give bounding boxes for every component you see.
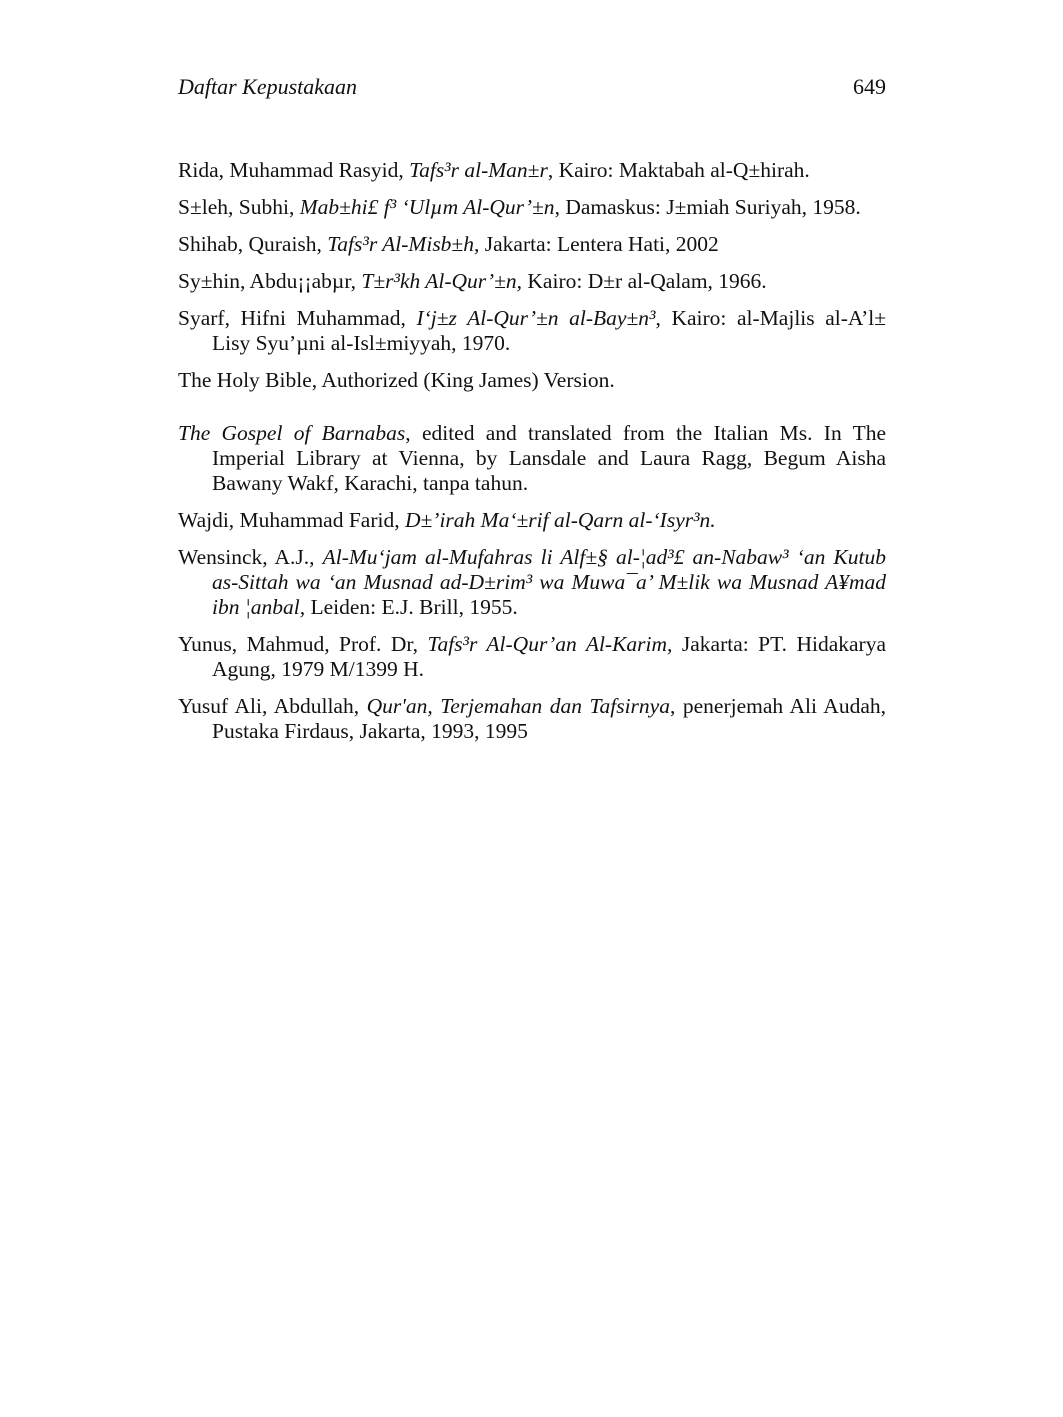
reference-entry (178, 158, 886, 183)
page-header (178, 74, 886, 104)
reference-title: Tafs³r Al-Misb±h (327, 232, 474, 256)
reference-entry (178, 694, 886, 744)
reference-entry (178, 195, 886, 220)
reference-title: Mab±hi£ f³ ‘Ulµm Al-Qur’±n (299, 195, 555, 219)
reference-author: Syarf, Hifni Muhammad, (178, 306, 417, 330)
reference-title: D±’irah Ma‘±rif al-Qarn al-‘Isyr³n. (404, 508, 716, 532)
reference-entry (178, 545, 886, 620)
reference-author: S±leh, Subhi, (178, 195, 300, 219)
reference-title: I‘j±z Al-Qur’±n al-Bay±n³ (416, 306, 656, 330)
reference-publication: , Kairo: al-Majlis al-A’l± Lisy Syu’µni al-Isl±miyyah, 1970. (212, 306, 886, 355)
reference-author: Yusuf Ali, Abdullah, (178, 694, 367, 718)
bibliography-list (178, 158, 886, 756)
reference-author: Yunus, Mahmud, Prof. Dr, (178, 632, 428, 656)
reference-entry (178, 368, 886, 393)
reference-title: Al-Mu‘jam al-Mufahras li Alf±§ al-¦ad³£ an-Nabaw³ ‘an Kutub as-Sittah wa ‘an Musnad ad-D±rim³ wa Muwa¯a’ M±lik wa Musnad A¥mad ibn ¦anbal, (212, 545, 886, 619)
reference-publication: , penerjemah Ali Audah, Pustaka Firdaus, Jakarta, 1993, 1995 (212, 694, 886, 743)
reference-publication: Leiden: E.J. Brill, 1955. (305, 595, 518, 619)
reference-publication: , Damaskus: J±miah Suriyah, 1958. (554, 195, 861, 219)
reference-title: Qur'an, Terjemahan dan Tafsirnya (366, 694, 670, 718)
reference-publication: , Jakarta: Lentera Hati, 2002 (474, 232, 719, 256)
reference-entry (178, 306, 886, 356)
reference-entry (178, 232, 886, 257)
page-number: 649 (853, 74, 886, 99)
reference-author: Wensinck, A.J., (178, 545, 323, 569)
reference-publication: Kairo: D±r al-Qalam, 1966. (522, 269, 767, 293)
reference-publication: , Kairo: Maktabah al-Q±hirah. (547, 158, 810, 182)
reference-author: Wajdi, Muhammad Farid, (178, 508, 405, 532)
reference-entry (178, 508, 886, 533)
reference-author: Sy±hin, Abdu¡¡abµr, (178, 269, 362, 293)
reference-title: T±r³kh Al-Qur’±n, (361, 269, 523, 293)
reference-entry (178, 269, 886, 294)
reference-title: Tafs³r Al-Qur’an Al-Karim, (427, 632, 673, 656)
running-title: Daftar Kepustakaan (178, 74, 358, 99)
reference-publication: , edited and translated from the Italian Ms. In The Imperial Library at Vienna, by Lansdale and Laura Ragg, Begum Aisha Bawany Wakf, Karachi, tanpa tahun. (212, 421, 886, 495)
reference-author: The Holy Bible, Authorized (King James) Version. (178, 368, 615, 392)
reference-publication: Jakarta: PT. Hidakarya Agung, 1979 M/1399 H. (212, 632, 886, 681)
reference-title: The Gospel of Barnabas (178, 421, 406, 445)
reference-entry (178, 421, 886, 496)
reference-entry (178, 632, 886, 682)
reference-title: Tafs³r al-Man±r (409, 158, 548, 182)
reference-author: Shihab, Quraish, (178, 232, 328, 256)
reference-author: Rida, Muhammad Rasyid, (178, 158, 410, 182)
